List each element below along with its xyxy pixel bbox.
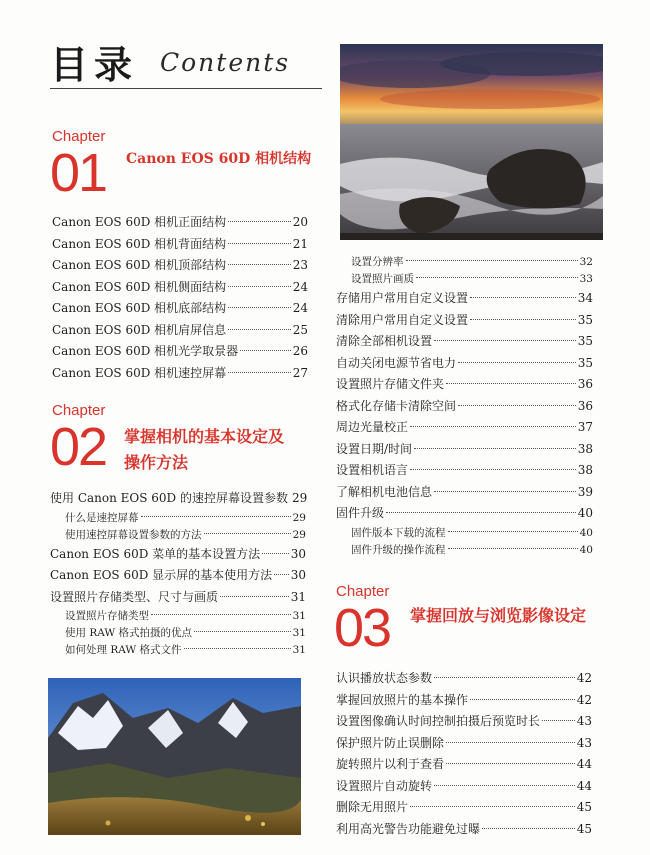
toc-entry-title: 自动关闭电源节省电力 [336,355,457,370]
toc-entry-title: Canon EOS 60D 相机侧面结构 [52,279,227,294]
toc-entry-page: 23 [292,258,308,272]
toc-entry [336,417,593,439]
mountain-photo [48,678,301,835]
toc-entry [336,396,593,418]
toc-entry [336,690,592,712]
toc-entry [336,668,592,690]
toc-entry [52,234,308,256]
toc-leader-dots [410,469,576,470]
toc-entry-page: 39 [577,484,593,499]
toc-leader-dots [434,340,576,341]
toc-entry-page: 36 [577,377,593,391]
toc-leader-dots [434,785,575,786]
toc-entry-page: 42 [576,692,592,707]
toc-entry-page: 30 [290,568,306,582]
toc-leader-dots [184,648,291,649]
toc-entry [336,797,592,819]
toc-entry [52,363,308,385]
toc-leader-dots [482,828,575,829]
toc-entry [336,525,593,542]
toc-leader-dots [262,553,289,554]
toc-leader-dots [446,383,576,384]
toc-entry [50,488,306,510]
toc-entry-page: 31 [292,627,306,639]
toc-entry-title: 固件升级 [336,506,385,520]
toc-leader-dots [470,319,576,320]
toc-entry [52,277,308,299]
chapter-01-toc [52,212,308,384]
toc-entry-page: 40 [577,506,593,520]
toc-entry [336,776,592,798]
toc-leader-dots [410,426,576,427]
toc-leader-dots [448,548,578,549]
toc-entry [336,310,593,332]
toc-entry-title: 设置图像确认时间控制拍摄后预览时长 [336,714,541,728]
toc-entry [50,565,306,587]
toc-leader-dots [470,297,576,298]
toc-entry-title: 设置照片存储文件夹 [336,377,445,391]
toc-entry-title: 什么是速控屏幕 [65,511,139,524]
toc-leader-dots [410,806,575,807]
toc-entry-title: 清除全部相机设置 [336,334,433,348]
toc-leader-dots [228,221,291,222]
toc-entry-title: 利用高光警告功能避免过曝 [336,821,481,836]
toc-leader-dots [434,491,576,492]
toc-entry [336,482,593,504]
chapter-01-title: Canon EOS 60D 相机结构 [126,151,312,167]
toc-entry-page: 29 [292,491,308,505]
toc-entry [50,642,306,659]
toc-leader-dots [434,677,575,678]
toc-entry-page: 31 [290,589,306,604]
toc-entry-page: 30 [290,546,306,561]
toc-entry-page: 29 [292,511,306,524]
toc-entry [52,341,308,363]
toc-entry [336,288,593,310]
toc-entry [336,542,593,559]
toc-entry-title: 周边光量校正 [336,420,409,434]
toc-entry [50,587,306,609]
toc-entry-page: 44 [576,757,592,771]
toc-entry-page: 34 [577,291,593,305]
toc-entry [336,353,593,375]
toc-entry-title: 设置分辨率 [351,256,404,268]
chapter-03-title: 掌握回放与浏览影像设定 [410,606,587,625]
toc-leader-dots [141,516,291,517]
toc-entry [336,754,592,776]
toc-entry-title: 如何处理 RAW 格式文件 [65,644,182,656]
toc-entry-page: 40 [579,526,593,539]
toc-entry-title: 使用 RAW 格式拍摄的优点 [65,627,193,639]
toc-entry-title: Canon EOS 60D 相机底部结构 [52,301,227,315]
toc-entry [336,271,593,288]
toc-entry-title: Canon EOS 60D 相机速控屏幕 [52,365,227,380]
toc-entry-page: 24 [292,279,308,294]
toc-entry-title: 了解相机电池信息 [336,484,433,499]
toc-entry-page: 31 [292,610,306,622]
chapter-02-title-line1: 掌握相机的基本设定及 [124,427,285,446]
toc-entry-title: 使用 Canon EOS 60D 的速控屏幕设置参数 [50,491,288,505]
toc-entry-title: 认识播放状态参数 [336,671,433,685]
toc-entry [336,503,593,525]
toc-entry-title: Canon EOS 60D 相机顶部结构 [52,258,227,272]
toc-leader-dots [228,307,291,308]
toc-entry-title: Canon EOS 60D 相机背面结构 [52,236,227,251]
toc-leader-dots [228,264,291,265]
toc-leader-dots [228,329,291,330]
toc-entry [336,374,593,396]
toc-entry-title: Canon EOS 60D 相机肩屏信息 [52,322,227,337]
toc-entry-page: 32 [579,256,593,268]
chapter-02-label: Chapter [52,402,106,419]
toc-entry-page: 43 [576,714,592,728]
toc-entry-title: Canon EOS 60D 相机正面结构 [52,215,227,229]
toc-entry-page: 27 [292,365,308,380]
toc-entry-title: 旋转照片以利于查看 [336,757,445,771]
toc-entry-page: 21 [292,236,308,251]
toc-entry-page: 25 [292,322,308,337]
seascape-photo [340,44,603,240]
toc-leader-dots [446,742,575,743]
chapter-02-title [124,424,284,476]
toc-entry [52,255,308,277]
chapter-03-label: Chapter [336,583,390,600]
toc-leader-dots [240,350,291,351]
title-chinese: 目录 [50,42,139,87]
toc-entry-title: Canon EOS 60D 相机光学取景器 [52,344,239,358]
toc-entry-page: 45 [576,821,592,836]
toc-entry-page: 38 [577,441,593,456]
toc-entry [336,439,593,461]
toc-entry-title: 格式化存储卡清除空间 [336,398,457,413]
chapter-01-label: Chapter [52,128,106,145]
toc-entry-page: 24 [292,301,308,315]
toc-entry-title: 设置相机语言 [336,463,409,477]
toc-entry [52,320,308,342]
toc-entry-title: 设置日期/时间 [336,441,413,456]
toc-entry-page: 35 [577,334,593,348]
toc-entry-title: 固件升级的操作流程 [351,543,446,556]
toc-leader-dots [414,448,576,449]
toc-leader-dots [220,596,289,597]
toc-entry-page: 44 [576,778,592,793]
toc-entry [336,819,592,841]
toc-entry-title: 掌握回放照片的基本操作 [336,692,469,707]
page-title [50,34,325,92]
toc-entry [336,733,592,755]
toc-entry-page: 26 [292,344,308,358]
toc-leader-dots [406,260,578,261]
chapter-02-number: 02 [50,417,107,477]
toc-entry [52,298,308,320]
toc-leader-dots [228,372,291,373]
toc-entry [52,212,308,234]
toc-entry [336,254,593,271]
toc-entry [50,527,306,544]
toc-entry [336,711,592,733]
toc-entry-page: 40 [579,543,593,556]
toc-leader-dots [470,699,575,700]
toc-leader-dots [274,574,289,575]
toc-entry-page: 45 [576,800,592,814]
toc-entry-title: 固件版本下载的流程 [351,526,446,539]
toc-entry-title: 使用速控屏幕设置参数的方法 [65,528,202,541]
toc-entry-title: 存储用户常用自定义设置 [336,291,469,305]
toc-entry-title: 设置照片画质 [351,273,414,285]
toc-entry-title: 保护照片防止误删除 [336,735,445,750]
toc-entry [336,460,593,482]
toc-entry [336,331,593,353]
toc-entry-page: 33 [579,273,593,285]
toc-leader-dots [458,362,576,363]
title-english: Contents [160,48,291,77]
toc-leader-dots [458,405,576,406]
toc-entry-title: Canon EOS 60D 显示屏的基本使用方法 [50,568,273,582]
chapter-01-number: 01 [50,143,107,203]
toc-entry-title: 清除用户常用自定义设置 [336,312,469,327]
toc-entry-page: 42 [576,671,592,685]
toc-leader-dots [386,512,576,513]
chapter-02-toc-continued [336,254,593,559]
chapter-02-title-line2: 操作方法 [124,453,189,472]
toc-entry-page: 20 [292,215,308,229]
toc-entry [50,510,306,527]
toc-leader-dots [228,243,291,244]
toc-leader-dots [542,720,575,721]
toc-leader-dots [448,531,578,532]
toc-entry-page: 29 [292,528,306,541]
toc-entry [50,608,306,625]
toc-leader-dots [446,763,575,764]
toc-entry-page: 31 [292,644,306,656]
chapter-02-toc [50,488,306,659]
toc-entry-page: 35 [577,355,593,370]
toc-leader-dots [204,533,291,534]
toc-entry-page: 38 [577,463,593,477]
toc-entry-title: Canon EOS 60D 菜单的基本设置方法 [50,546,261,561]
toc-entry-page: 35 [577,312,593,327]
toc-entry-title: 删除无用照片 [336,800,409,814]
toc-leader-dots [228,286,291,287]
toc-entry-page: 43 [576,735,592,750]
toc-entry [50,544,306,566]
toc-entry-title: 设置照片存储类型、尺寸与画质 [50,589,219,604]
toc-entry [50,625,306,642]
toc-entry-page: 36 [577,398,593,413]
toc-leader-dots [151,614,291,615]
chapter-03-toc [336,668,592,840]
toc-entry-title: 设置照片存储类型 [65,610,149,622]
chapter-03-number: 03 [334,598,391,658]
toc-leader-dots [194,631,291,632]
toc-entry-page: 37 [577,420,593,434]
toc-leader-dots [416,277,578,278]
toc-entry-title: 设置照片自动旋转 [336,778,433,793]
title-underline [50,88,322,89]
